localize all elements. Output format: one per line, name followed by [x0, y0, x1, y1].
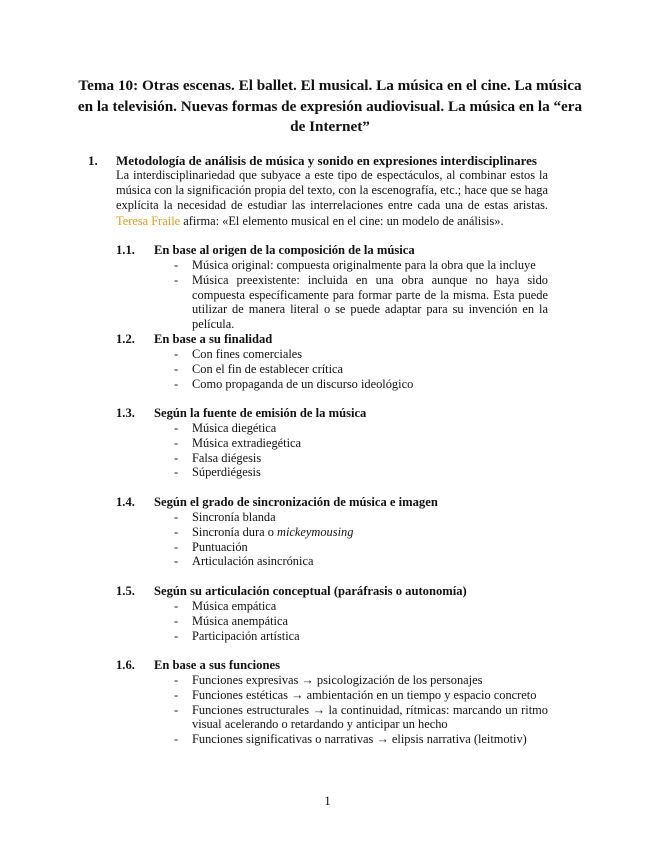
bullet-dash: - — [174, 539, 179, 554]
bullet-dash: - — [174, 258, 179, 272]
subsection-1-6 — [116, 658, 548, 747]
bullet-dash: - — [174, 435, 179, 450]
list-item-text: Funciones expresivas → psicologización de los personajes — [192, 673, 483, 687]
bullet-dash: - — [174, 421, 179, 435]
page-number: 1 — [324, 793, 331, 808]
bullet-dash: - — [174, 613, 179, 628]
list-item-text: Con fines comerciales — [192, 347, 303, 361]
bullet-dash: - — [174, 732, 179, 747]
list-item-text: Sincronía dura o — [192, 524, 274, 539]
list-item-text: Música diegética — [192, 421, 277, 435]
list-item — [116, 347, 548, 362]
list-item — [116, 362, 548, 377]
subsection-number: 1.3. — [116, 406, 135, 420]
list-item — [116, 703, 548, 733]
bullet-list — [116, 421, 548, 480]
list-item-text: Como propaganda de un discurso ideológico — [192, 376, 414, 391]
list-item-text: Funciones significativas o narrativas → elipsis narrativa (leitmotiv) — [192, 732, 527, 747]
bullet-list — [116, 673, 548, 747]
subsection-1-4 — [116, 495, 548, 569]
bullet-list — [116, 258, 548, 332]
list-item-text: Música empática — [192, 599, 277, 613]
list-item-text: Funciones estéticas → ambientación en un tiempo y espacio concreto — [192, 687, 537, 702]
bullet-list — [116, 347, 548, 391]
list-item — [116, 599, 548, 614]
intro-text: La interdisciplinariedad que subyace a este tipo de espectáculos, al combinar estos la música con la significación propia del texto, con la escenografía, etc.; hace que se haga explícita la necesidad de estudiar las interrelaciones entre cada una de estas aristas. — [116, 168, 548, 213]
list-item — [116, 421, 548, 436]
list-item-text: Participación artística — [192, 628, 300, 643]
intro-paragraph — [116, 168, 548, 229]
subsection-heading — [116, 658, 548, 673]
subsection-heading — [116, 495, 548, 510]
bullet-dash: - — [174, 450, 179, 465]
subsection-number: 1.6. — [116, 658, 135, 672]
list-item-text: Funciones estructurales → la continuidad, rítmicas: marcando un ritmo visual acelerando o retardando y anticipar un hecho — [192, 702, 548, 732]
list-item-text: Falsa diégesis — [192, 450, 262, 465]
list-item — [116, 273, 548, 332]
subsection-1-5 — [116, 584, 548, 643]
bullet-dash: - — [174, 599, 179, 613]
subsection-number: 1.1. — [116, 243, 135, 257]
italic-term: mickeymousing — [277, 524, 354, 539]
list-item-text: Sincronía blanda — [192, 510, 276, 524]
bullet-dash: - — [174, 554, 179, 569]
bullet-dash: - — [174, 465, 179, 480]
subsection-number: 1.2. — [116, 332, 135, 346]
subsection-heading — [116, 406, 548, 421]
bullet-dash: - — [174, 524, 179, 539]
list-item-text: Música preexistente: incluida en una obra aunque no haya sido compuesta específicamente para formar parte de la misma. Esta puede utilizar de manera literal o se puede adaptar para su invención en la película. — [192, 272, 548, 332]
list-item — [116, 688, 548, 703]
list-item — [116, 510, 548, 525]
subsection-title: Según su articulación conceptual (paráfrasis o autonomía) — [154, 584, 467, 598]
list-item — [116, 525, 548, 540]
document-title: Tema 10: Otras escenas. El ballet. El musical. La música en el cine. La música en la televisión. Nuevas formas de expresión audiovisual. La música en la “era de Internet” — [77, 77, 583, 135]
main-section-number: 1. — [88, 153, 98, 168]
subsection-title: Según el grado de sincronización de música e imagen — [154, 495, 438, 509]
list-item — [116, 629, 548, 644]
subsection-title: En base al origen de la composición de la música — [154, 243, 415, 257]
citation-text: afirma: «El elemento musical en el cine: un modelo de análisis». — [183, 213, 504, 228]
list-item — [116, 732, 548, 747]
list-item — [116, 258, 548, 273]
list-item-text: Con el fin de establecer crítica — [192, 361, 344, 376]
bullet-dash: - — [174, 272, 179, 287]
subsection-1-3 — [116, 406, 548, 480]
list-item — [116, 614, 548, 629]
list-item — [116, 540, 548, 555]
bullet-dash: - — [174, 687, 179, 702]
list-item-text: Música original: compuesta originalmente para la obra que la incluye — [192, 258, 536, 272]
list-item — [116, 465, 548, 480]
bullet-dash: - — [174, 376, 179, 391]
subsection-title: En base a sus funciones — [154, 658, 280, 672]
subsection-title: Según la fuente de emisión de la música — [154, 406, 367, 420]
main-section-heading — [88, 153, 537, 168]
subsection-title: En base a su finalidad — [154, 332, 273, 346]
subsection-number: 1.5. — [116, 584, 135, 598]
subsection-number: 1.4. — [116, 495, 135, 509]
bullet-list — [116, 510, 548, 569]
bullet-dash: - — [174, 673, 179, 687]
list-item — [116, 554, 548, 569]
subsection-heading — [116, 243, 548, 258]
bullet-list — [116, 599, 548, 643]
bullet-dash: - — [174, 702, 179, 717]
list-item-text: Articulación asincrónica — [192, 554, 314, 569]
bullet-dash: - — [174, 347, 179, 361]
author-name: Teresa Fraile — [116, 213, 181, 228]
list-item-text: Súperdiégesis — [192, 465, 261, 480]
list-item-text: Música extradiegética — [192, 435, 302, 450]
bullet-dash: - — [174, 628, 179, 643]
bullet-dash: - — [174, 361, 179, 376]
list-item — [116, 436, 548, 451]
main-section-title: Metodología de análisis de música y sonido en expresiones interdisciplinares — [116, 153, 537, 168]
subsection-1-2 — [116, 332, 548, 391]
list-item — [116, 377, 548, 392]
list-item-text: Música anempática — [192, 613, 288, 628]
subsection-heading — [116, 584, 548, 599]
subsection-1-1 — [116, 243, 548, 332]
list-item — [116, 451, 548, 466]
subsection-heading — [116, 332, 548, 347]
list-item-text: Puntuación — [192, 539, 248, 554]
bullet-dash: - — [174, 510, 179, 524]
list-item — [116, 673, 548, 688]
